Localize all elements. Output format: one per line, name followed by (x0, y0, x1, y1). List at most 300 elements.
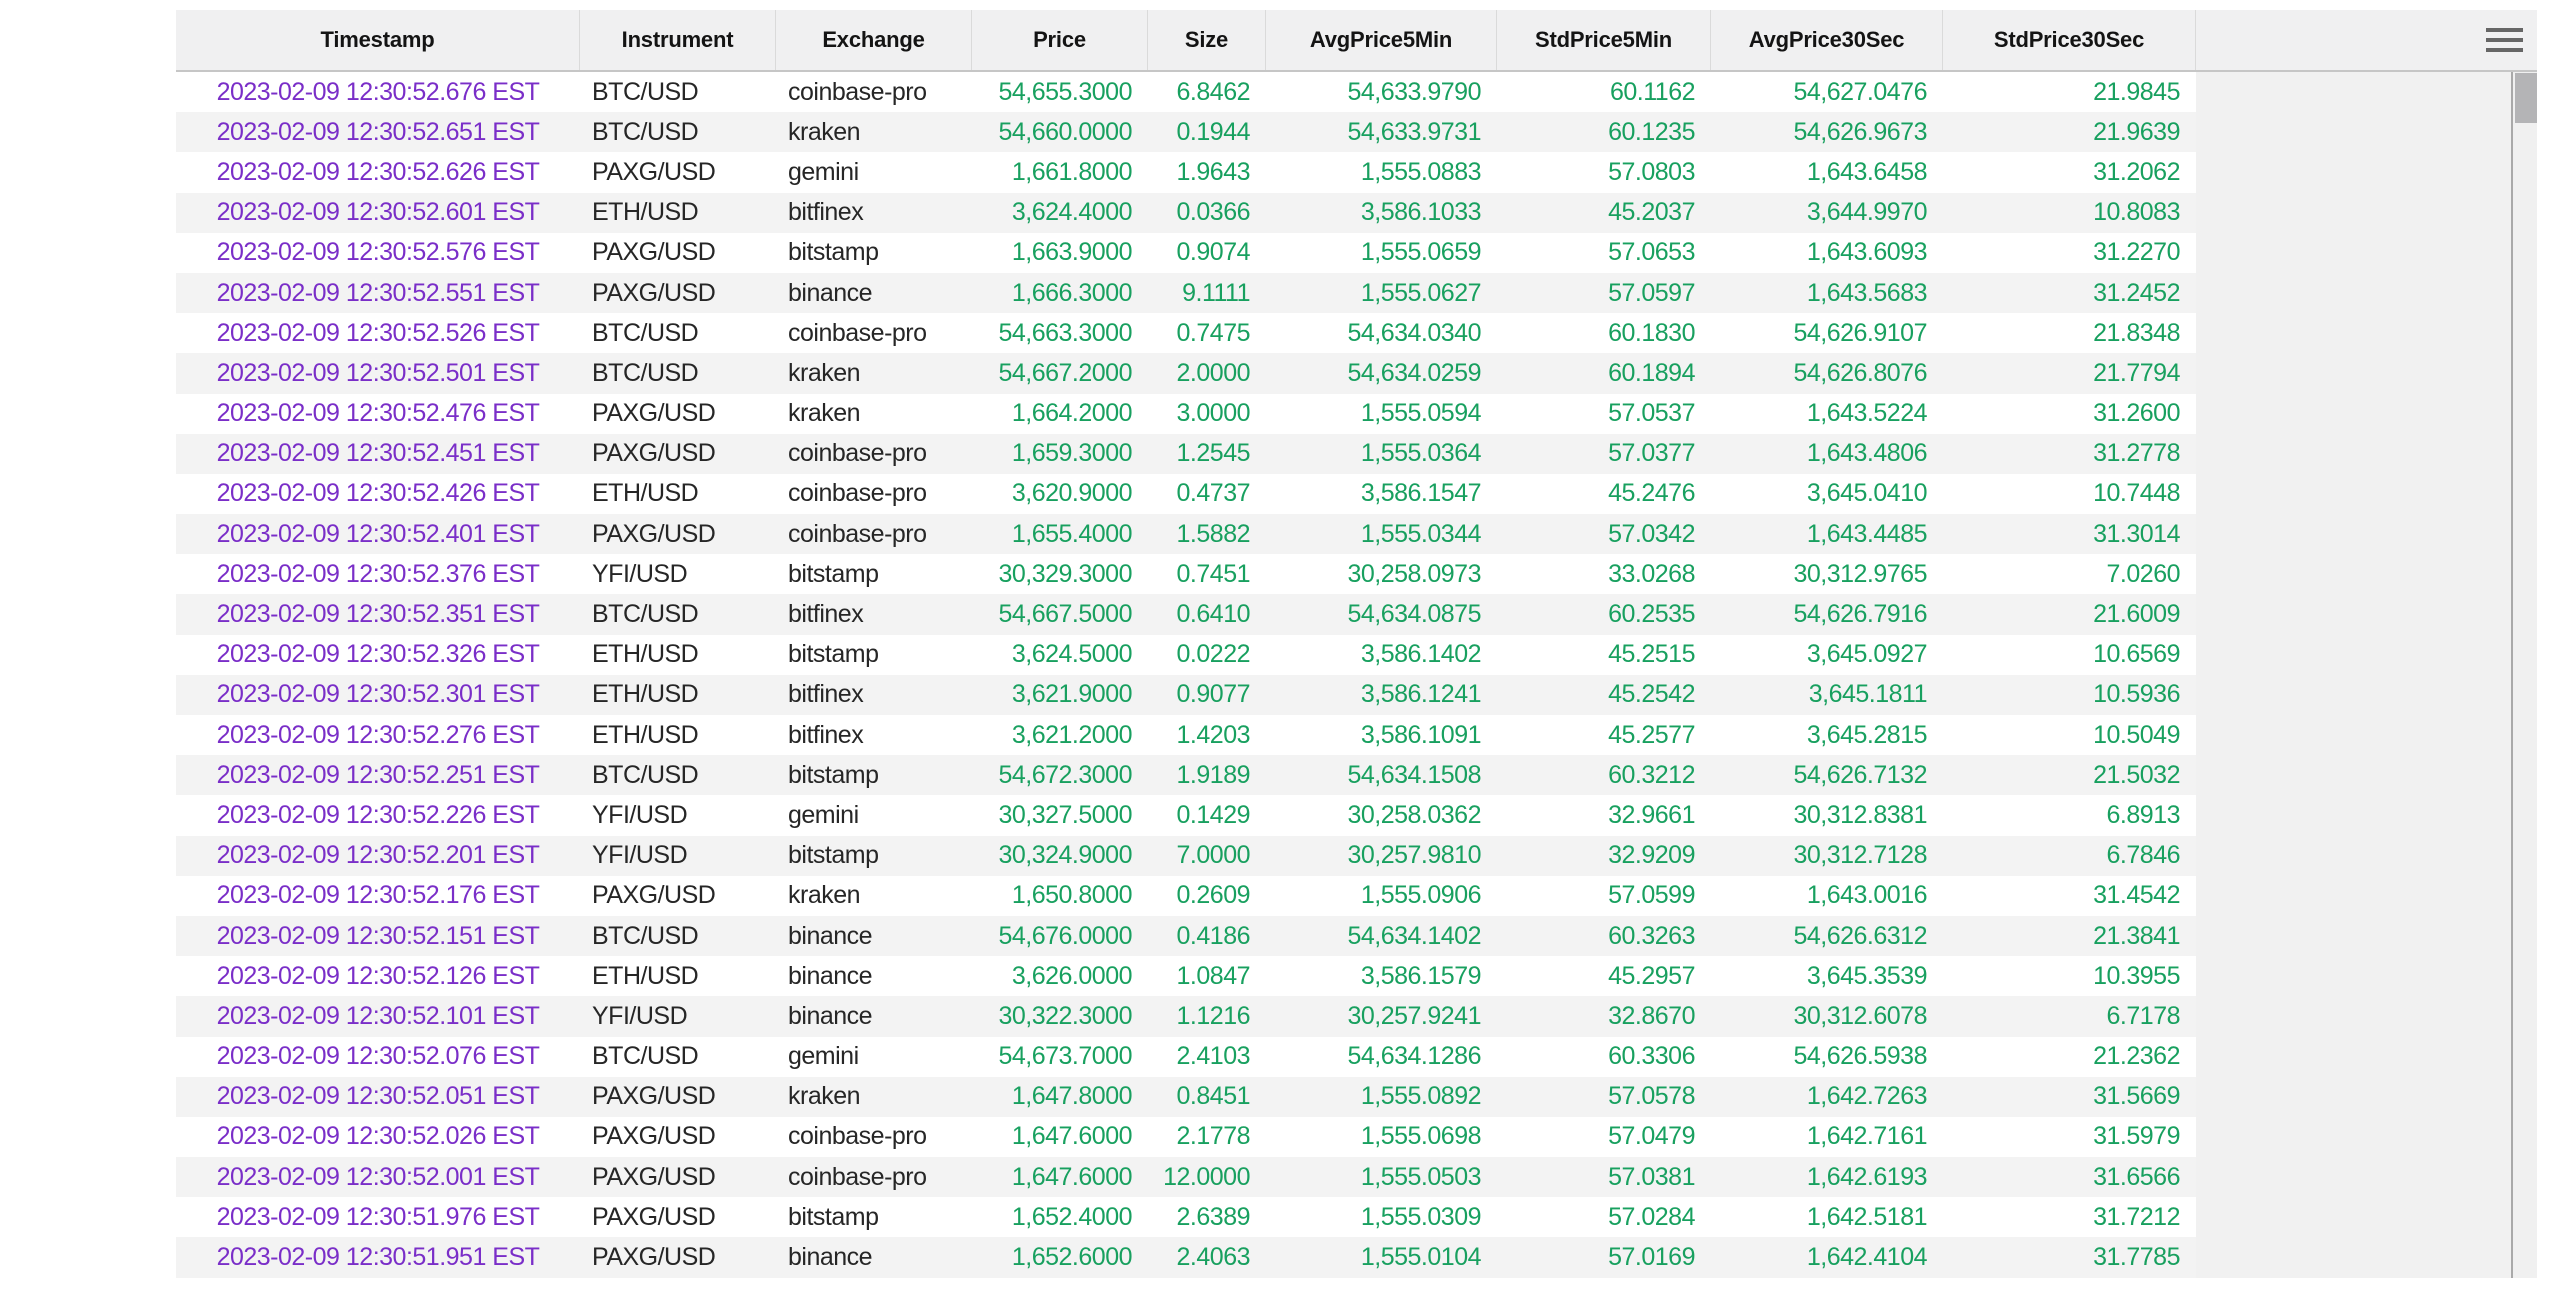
cell-timestamp: 2023-02-09 12:30:52.076 EST (216, 1042, 540, 1071)
cell-exchange: coinbase-pro (788, 1162, 927, 1191)
cell-exchange: coinbase-pro (788, 519, 927, 548)
cell-avgprice30sec: 54,626.6312 (1793, 921, 1927, 950)
cell-stdprice30sec: 31.5979 (2093, 1122, 2180, 1151)
cell-price: 30,322.3000 (998, 1001, 1132, 1030)
cell-stdprice30sec: 31.2270 (2093, 238, 2180, 267)
cell-avgprice30sec: 30,312.8381 (1793, 800, 1927, 829)
cell-avgprice5min: 1,555.0627 (1360, 278, 1481, 307)
cell-instrument: BTC/USD (592, 760, 699, 789)
cell-exchange: bitfinex (788, 680, 864, 709)
cell-price: 54,655.3000 (998, 77, 1132, 106)
cell-avgprice30sec: 1,643.5683 (1806, 278, 1927, 307)
cell-avgprice30sec: 1,643.4806 (1806, 439, 1927, 468)
cell-size: 0.1429 (1176, 800, 1250, 829)
cell-avgprice5min: 54,634.0259 (1347, 358, 1481, 387)
cell-stdprice5min: 57.0479 (1608, 1122, 1695, 1151)
cell-avgprice5min: 1,555.0892 (1360, 1082, 1481, 1111)
hamburger-menu-icon[interactable] (2486, 28, 2523, 52)
cell-avgprice30sec: 3,645.1811 (1808, 680, 1927, 709)
cell-stdprice5min: 60.2535 (1608, 600, 1695, 629)
scrollbar-thumb[interactable] (2515, 73, 2537, 123)
cell-stdprice5min: 45.2037 (1608, 198, 1695, 227)
cell-avgprice5min: 1,555.0594 (1360, 399, 1481, 428)
cell-avgprice30sec: 1,642.7263 (1806, 1082, 1927, 1111)
cell-avgprice30sec: 3,645.0410 (1806, 479, 1927, 508)
cell-size: 0.4737 (1176, 479, 1250, 508)
cell-stdprice5min: 57.0381 (1608, 1162, 1695, 1191)
cell-avgprice30sec: 54,626.8076 (1793, 358, 1927, 387)
cell-stdprice30sec: 21.2362 (2093, 1042, 2180, 1071)
cell-size: 2.4103 (1176, 1042, 1250, 1071)
cell-avgprice30sec: 30,312.9765 (1793, 559, 1927, 588)
table-row[interactable] (176, 635, 2196, 675)
hamburger-bar (2486, 38, 2523, 42)
cell-stdprice5min: 57.0169 (1608, 1243, 1695, 1272)
cell-stdprice5min: 57.0599 (1608, 881, 1695, 910)
table-row[interactable] (176, 1037, 2196, 1077)
cell-stdprice5min: 57.0597 (1608, 278, 1695, 307)
cell-stdprice5min: 60.3212 (1608, 760, 1695, 789)
table-row[interactable] (176, 795, 2196, 835)
cell-size: 9.1111 (1182, 278, 1250, 307)
cell-instrument: ETH/USD (592, 720, 699, 749)
cell-avgprice5min: 30,258.0362 (1347, 800, 1481, 829)
cell-price: 54,663.3000 (998, 318, 1132, 347)
cell-exchange: coinbase-pro (788, 1122, 927, 1151)
cell-instrument: ETH/USD (592, 680, 699, 709)
table-row[interactable] (176, 956, 2196, 996)
table-row[interactable] (176, 1117, 2196, 1157)
cell-exchange: binance (788, 278, 873, 307)
cell-exchange: gemini (788, 800, 859, 829)
cell-timestamp: 2023-02-09 12:30:52.201 EST (216, 841, 540, 870)
cell-price: 3,620.9000 (1011, 479, 1132, 508)
cell-price: 30,329.3000 (998, 559, 1132, 588)
cell-timestamp: 2023-02-09 12:30:52.026 EST (216, 1122, 540, 1151)
cell-price: 54,667.5000 (998, 600, 1132, 629)
cell-instrument: YFI/USD (592, 841, 688, 870)
cell-timestamp: 2023-02-09 12:30:52.126 EST (216, 961, 540, 990)
cell-price: 1,647.6000 (1011, 1162, 1132, 1191)
cell-timestamp: 2023-02-09 12:30:52.351 EST (216, 600, 540, 629)
cell-price: 3,621.9000 (1011, 680, 1132, 709)
cell-stdprice30sec: 21.7794 (2093, 358, 2180, 387)
cell-timestamp: 2023-02-09 12:30:52.501 EST (216, 358, 540, 387)
cell-avgprice30sec: 1,642.7161 (1806, 1122, 1927, 1151)
cell-price: 1,647.8000 (1011, 1082, 1132, 1111)
cell-exchange: coinbase-pro (788, 479, 927, 508)
cell-avgprice30sec: 3,645.3539 (1806, 961, 1927, 990)
grid-rows-viewport (176, 72, 2196, 1278)
cell-price: 1,663.9000 (1011, 238, 1132, 267)
cell-instrument: PAXG/USD (592, 399, 716, 428)
column-header-stdprice30sec[interactable]: StdPrice30Sec (1943, 10, 2196, 70)
cell-exchange: bitfinex (788, 600, 864, 629)
cell-timestamp: 2023-02-09 12:30:52.526 EST (216, 318, 540, 347)
cell-exchange: coinbase-pro (788, 439, 927, 468)
cell-exchange: bitstamp (788, 238, 879, 267)
cell-price: 1,655.4000 (1011, 519, 1132, 548)
cell-avgprice30sec: 54,626.9673 (1793, 117, 1927, 146)
cell-size: 2.0000 (1176, 358, 1250, 387)
cell-avgprice5min: 54,633.9790 (1347, 77, 1481, 106)
column-header-size[interactable]: Size (1148, 10, 1266, 70)
cell-stdprice5min: 57.0803 (1608, 157, 1695, 186)
cell-stdprice5min: 60.1162 (1609, 77, 1695, 106)
cell-timestamp: 2023-02-09 12:30:52.401 EST (216, 519, 540, 548)
table-row[interactable] (176, 474, 2196, 514)
cell-price: 1,659.3000 (1011, 439, 1132, 468)
cell-avgprice30sec: 30,312.6078 (1793, 1001, 1927, 1030)
table-row[interactable] (176, 675, 2196, 715)
cell-timestamp: 2023-02-09 12:30:51.951 EST (216, 1243, 540, 1272)
cell-stdprice5min: 60.1830 (1608, 318, 1695, 347)
cell-avgprice30sec: 30,312.7128 (1793, 841, 1927, 870)
cell-avgprice5min: 54,634.1508 (1347, 760, 1481, 789)
cell-price: 3,626.0000 (1011, 961, 1132, 990)
cell-timestamp: 2023-02-09 12:30:52.676 EST (216, 77, 540, 106)
cell-avgprice5min: 1,555.0659 (1360, 238, 1481, 267)
table-row[interactable] (176, 554, 2196, 594)
cell-exchange: bitfinex (788, 720, 864, 749)
cell-exchange: coinbase-pro (788, 318, 927, 347)
cell-timestamp: 2023-02-09 12:30:52.001 EST (216, 1162, 540, 1191)
cell-avgprice5min: 3,586.1547 (1360, 479, 1481, 508)
cell-size: 0.2609 (1176, 881, 1250, 910)
cell-exchange: binance (788, 1243, 873, 1272)
vertical-scrollbar[interactable] (2511, 72, 2537, 1278)
table-row[interactable] (176, 594, 2196, 634)
cell-timestamp: 2023-02-09 12:30:52.576 EST (216, 238, 540, 267)
cell-stdprice5min: 57.0377 (1608, 439, 1695, 468)
cell-timestamp: 2023-02-09 12:30:52.051 EST (216, 1082, 540, 1111)
cell-instrument: PAXG/USD (592, 519, 716, 548)
cell-instrument: PAXG/USD (592, 1162, 716, 1191)
cell-price: 3,624.5000 (1011, 640, 1132, 669)
cell-instrument: BTC/USD (592, 117, 699, 146)
cell-instrument: YFI/USD (592, 800, 688, 829)
cell-stdprice30sec: 31.2778 (2093, 439, 2180, 468)
table-row[interactable] (176, 152, 2196, 192)
cell-stdprice30sec: 6.7846 (2106, 841, 2180, 870)
column-header-stdprice5min[interactable]: StdPrice5Min (1497, 10, 1711, 70)
cell-timestamp: 2023-02-09 12:30:52.651 EST (216, 117, 540, 146)
table-row[interactable] (176, 755, 2196, 795)
cell-stdprice30sec: 10.3955 (2093, 961, 2180, 990)
grid-header-row (176, 10, 2537, 72)
cell-avgprice5min: 54,634.1402 (1347, 921, 1481, 950)
cell-stdprice30sec: 6.8913 (2106, 800, 2180, 829)
cell-size: 2.6389 (1176, 1202, 1250, 1231)
grid-header-filler (2196, 10, 2537, 70)
cell-instrument: YFI/USD (592, 559, 688, 588)
cell-price: 1,666.3000 (1011, 278, 1132, 307)
cell-stdprice5min: 45.2957 (1608, 961, 1695, 990)
cell-avgprice30sec: 3,644.9970 (1806, 198, 1927, 227)
cell-stdprice5min: 33.0268 (1608, 559, 1695, 588)
cell-stdprice30sec: 21.3841 (2093, 921, 2180, 950)
cell-instrument: ETH/USD (592, 198, 699, 227)
cell-avgprice5min: 3,586.1402 (1360, 640, 1481, 669)
cell-price: 1,650.8000 (1011, 881, 1132, 910)
cell-exchange: coinbase-pro (788, 77, 927, 106)
cell-instrument: PAXG/USD (592, 238, 716, 267)
table-row[interactable] (176, 1077, 2196, 1117)
cell-size: 1.0847 (1176, 961, 1250, 990)
cell-price: 1,652.4000 (1011, 1202, 1132, 1231)
market-data-grid (176, 10, 2537, 1278)
cell-price: 30,324.9000 (998, 841, 1132, 870)
cell-exchange: bitfinex (788, 198, 864, 227)
cell-avgprice5min: 3,586.1579 (1360, 961, 1481, 990)
cell-price: 1,647.6000 (1011, 1122, 1132, 1151)
cell-stdprice30sec: 31.6566 (2093, 1162, 2180, 1191)
cell-size: 0.9074 (1176, 238, 1250, 267)
cell-instrument: PAXG/USD (592, 881, 716, 910)
cell-avgprice30sec: 1,642.5181 (1806, 1202, 1927, 1231)
table-row[interactable] (176, 514, 2196, 554)
cell-avgprice5min: 3,586.1033 (1360, 198, 1481, 227)
cell-avgprice30sec: 54,626.9107 (1793, 318, 1927, 347)
cell-timestamp: 2023-02-09 12:30:52.326 EST (216, 640, 540, 669)
cell-stdprice30sec: 21.6009 (2093, 600, 2180, 629)
cell-instrument: BTC/USD (592, 77, 699, 106)
cell-size: 6.8462 (1176, 77, 1250, 106)
cell-stdprice5min: 60.1894 (1608, 358, 1695, 387)
cell-stdprice5min: 60.3263 (1608, 921, 1695, 950)
cell-stdprice5min: 32.9209 (1608, 841, 1695, 870)
cell-avgprice5min: 1,555.0309 (1360, 1202, 1481, 1231)
table-row[interactable] (176, 72, 2196, 112)
cell-timestamp: 2023-02-09 12:30:51.976 EST (216, 1202, 540, 1231)
cell-stdprice5min: 45.2577 (1608, 720, 1695, 749)
cell-avgprice5min: 30,257.9241 (1347, 1001, 1481, 1030)
cell-exchange: binance (788, 1001, 873, 1030)
table-row[interactable] (176, 836, 2196, 876)
cell-timestamp: 2023-02-09 12:30:52.151 EST (216, 921, 540, 950)
cell-instrument: BTC/USD (592, 921, 699, 950)
cell-instrument: ETH/USD (592, 640, 699, 669)
cell-price: 1,661.8000 (1011, 157, 1132, 186)
column-header-timestamp[interactable]: Timestamp (176, 10, 580, 70)
cell-timestamp: 2023-02-09 12:30:52.376 EST (216, 559, 540, 588)
cell-exchange: bitstamp (788, 760, 879, 789)
cell-instrument: PAXG/USD (592, 1202, 716, 1231)
cell-avgprice30sec: 54,626.7916 (1793, 600, 1927, 629)
cell-stdprice30sec: 31.7212 (2093, 1202, 2180, 1231)
table-row[interactable] (176, 313, 2196, 353)
cell-size: 0.1944 (1176, 117, 1250, 146)
cell-exchange: bitstamp (788, 559, 879, 588)
table-row[interactable] (176, 916, 2196, 956)
cell-stdprice5min: 45.2476 (1608, 479, 1695, 508)
cell-instrument: PAXG/USD (592, 1243, 716, 1272)
column-header-price[interactable]: Price (972, 10, 1148, 70)
cell-timestamp: 2023-02-09 12:30:52.276 EST (216, 720, 540, 749)
cell-size: 0.8451 (1176, 1082, 1250, 1111)
cell-stdprice5min: 45.2515 (1608, 640, 1695, 669)
cell-stdprice5min: 60.3306 (1608, 1042, 1695, 1071)
table-row[interactable] (176, 434, 2196, 474)
cell-price: 1,652.6000 (1011, 1243, 1132, 1272)
column-header-exchange[interactable]: Exchange (776, 10, 972, 70)
cell-size: 7.0000 (1176, 841, 1250, 870)
cell-avgprice30sec: 54,626.5938 (1793, 1042, 1927, 1071)
cell-stdprice30sec: 10.6569 (2093, 640, 2180, 669)
cell-avgprice5min: 1,555.0364 (1360, 439, 1481, 468)
cell-stdprice30sec: 10.7448 (2093, 479, 2180, 508)
cell-avgprice30sec: 1,643.5224 (1806, 399, 1927, 428)
table-row[interactable] (176, 1197, 2196, 1237)
table-row[interactable] (176, 394, 2196, 434)
cell-size: 1.9189 (1176, 760, 1250, 789)
cell-timestamp: 2023-02-09 12:30:52.426 EST (216, 479, 540, 508)
cell-avgprice5min: 1,555.0503 (1360, 1162, 1481, 1191)
cell-avgprice5min: 1,555.0698 (1360, 1122, 1481, 1151)
cell-stdprice30sec: 10.5936 (2093, 680, 2180, 709)
cell-avgprice5min: 3,586.1241 (1360, 680, 1481, 709)
cell-size: 0.7475 (1176, 318, 1250, 347)
cell-avgprice5min: 1,555.0104 (1360, 1243, 1481, 1272)
hamburger-bar (2486, 48, 2523, 52)
cell-avgprice30sec: 3,645.2815 (1806, 720, 1927, 749)
table-row[interactable] (176, 112, 2196, 152)
table-row[interactable] (176, 193, 2196, 233)
cell-size: 0.4186 (1176, 921, 1250, 950)
cell-exchange: kraken (788, 399, 861, 428)
cell-exchange: gemini (788, 1042, 859, 1071)
table-row[interactable] (176, 1237, 2196, 1277)
cell-stdprice30sec: 31.4542 (2093, 881, 2180, 910)
cell-stdprice30sec: 31.7785 (2093, 1243, 2180, 1272)
cell-avgprice30sec: 1,642.6193 (1806, 1162, 1927, 1191)
cell-avgprice5min: 3,586.1091 (1360, 720, 1481, 749)
cell-instrument: PAXG/USD (592, 1082, 716, 1111)
cell-timestamp: 2023-02-09 12:30:52.176 EST (216, 881, 540, 910)
cell-avgprice5min: 1,555.0883 (1360, 157, 1481, 186)
cell-avgprice30sec: 1,643.4485 (1806, 519, 1927, 548)
cell-avgprice30sec: 1,643.6458 (1806, 157, 1927, 186)
cell-instrument: YFI/USD (592, 1001, 688, 1030)
cell-stdprice5min: 57.0284 (1608, 1202, 1695, 1231)
cell-avgprice30sec: 1,643.0016 (1806, 881, 1927, 910)
cell-stdprice5min: 45.2542 (1608, 680, 1695, 709)
cell-stdprice30sec: 21.9845 (2093, 77, 2180, 106)
cell-price: 54,672.3000 (998, 760, 1132, 789)
cell-timestamp: 2023-02-09 12:30:52.451 EST (216, 439, 540, 468)
cell-stdprice5min: 60.1235 (1608, 117, 1695, 146)
column-header-avgprice30sec[interactable]: AvgPrice30Sec (1711, 10, 1943, 70)
cell-stdprice30sec: 21.8348 (2093, 318, 2180, 347)
cell-exchange: bitstamp (788, 640, 879, 669)
cell-stdprice30sec: 31.2600 (2093, 399, 2180, 428)
cell-instrument: BTC/USD (592, 358, 699, 387)
cell-stdprice30sec: 10.8083 (2093, 198, 2180, 227)
table-row[interactable] (176, 353, 2196, 393)
cell-instrument: BTC/USD (592, 1042, 699, 1071)
cell-stdprice30sec: 21.5032 (2093, 760, 2180, 789)
table-row[interactable] (176, 996, 2196, 1036)
cell-instrument: ETH/USD (592, 479, 699, 508)
cell-exchange: binance (788, 961, 873, 990)
cell-avgprice30sec: 1,642.4104 (1806, 1243, 1927, 1272)
hamburger-bar (2486, 28, 2523, 32)
table-row[interactable] (176, 273, 2196, 313)
cell-avgprice30sec: 54,626.7132 (1793, 760, 1927, 789)
cell-stdprice30sec: 7.0260 (2106, 559, 2180, 588)
table-row[interactable] (176, 876, 2196, 916)
cell-stdprice5min: 32.8670 (1608, 1001, 1695, 1030)
cell-timestamp: 2023-02-09 12:30:52.251 EST (216, 760, 540, 789)
cell-exchange: kraken (788, 358, 861, 387)
cell-size: 12.0000 (1163, 1162, 1250, 1191)
cell-stdprice5min: 57.0653 (1608, 238, 1695, 267)
cell-price: 3,624.4000 (1011, 198, 1132, 227)
cell-stdprice5min: 57.0578 (1608, 1082, 1695, 1111)
cell-size: 2.1778 (1176, 1122, 1250, 1151)
cell-instrument: BTC/USD (592, 600, 699, 629)
cell-avgprice5min: 30,257.9810 (1347, 841, 1481, 870)
cell-timestamp: 2023-02-09 12:30:52.601 EST (216, 198, 540, 227)
cell-timestamp: 2023-02-09 12:30:52.476 EST (216, 399, 540, 428)
cell-size: 1.1216 (1176, 1001, 1250, 1030)
cell-timestamp: 2023-02-09 12:30:52.551 EST (216, 278, 540, 307)
cell-size: 3.0000 (1176, 399, 1250, 428)
cell-price: 30,327.5000 (998, 800, 1132, 829)
cell-timestamp: 2023-02-09 12:30:52.226 EST (216, 800, 540, 829)
cell-instrument: PAXG/USD (592, 278, 716, 307)
cell-size: 1.2545 (1176, 439, 1250, 468)
cell-stdprice30sec: 31.2452 (2093, 278, 2180, 307)
cell-exchange: kraken (788, 1082, 861, 1111)
cell-instrument: PAXG/USD (592, 439, 716, 468)
cell-avgprice30sec: 54,627.0476 (1793, 77, 1927, 106)
cell-timestamp: 2023-02-09 12:30:52.101 EST (216, 1001, 540, 1030)
cell-avgprice5min: 1,555.0344 (1360, 519, 1481, 548)
cell-avgprice5min: 54,633.9731 (1347, 117, 1481, 146)
cell-stdprice30sec: 6.7178 (2106, 1001, 2180, 1030)
cell-stdprice30sec: 10.5049 (2093, 720, 2180, 749)
cell-price: 54,660.0000 (998, 117, 1132, 146)
cell-size: 0.0222 (1176, 640, 1250, 669)
cell-price: 54,673.7000 (998, 1042, 1132, 1071)
cell-size: 0.7451 (1176, 559, 1250, 588)
cell-stdprice30sec: 31.5669 (2093, 1082, 2180, 1111)
table-row[interactable] (176, 233, 2196, 273)
cell-stdprice5min: 32.9661 (1608, 800, 1695, 829)
column-header-instrument[interactable]: Instrument (580, 10, 776, 70)
cell-avgprice30sec: 3,645.0927 (1806, 640, 1927, 669)
cell-avgprice30sec: 1,643.6093 (1806, 238, 1927, 267)
cell-stdprice30sec: 21.9639 (2093, 117, 2180, 146)
table-row[interactable] (176, 1157, 2196, 1197)
cell-size: 0.6410 (1176, 600, 1250, 629)
cell-price: 54,676.0000 (998, 921, 1132, 950)
cell-timestamp: 2023-02-09 12:30:52.626 EST (216, 157, 540, 186)
cell-size: 1.4203 (1176, 720, 1250, 749)
cell-size: 0.0366 (1176, 198, 1250, 227)
cell-avgprice5min: 54,634.0875 (1347, 600, 1481, 629)
table-row[interactable] (176, 715, 2196, 755)
cell-instrument: PAXG/USD (592, 1122, 716, 1151)
column-header-avgprice5min[interactable]: AvgPrice5Min (1266, 10, 1497, 70)
cell-stdprice5min: 57.0342 (1608, 519, 1695, 548)
cell-avgprice5min: 54,634.0340 (1347, 318, 1481, 347)
cell-exchange: bitstamp (788, 841, 879, 870)
cell-timestamp: 2023-02-09 12:30:52.301 EST (216, 680, 540, 709)
cell-size: 1.5882 (1176, 519, 1250, 548)
cell-price: 54,667.2000 (998, 358, 1132, 387)
